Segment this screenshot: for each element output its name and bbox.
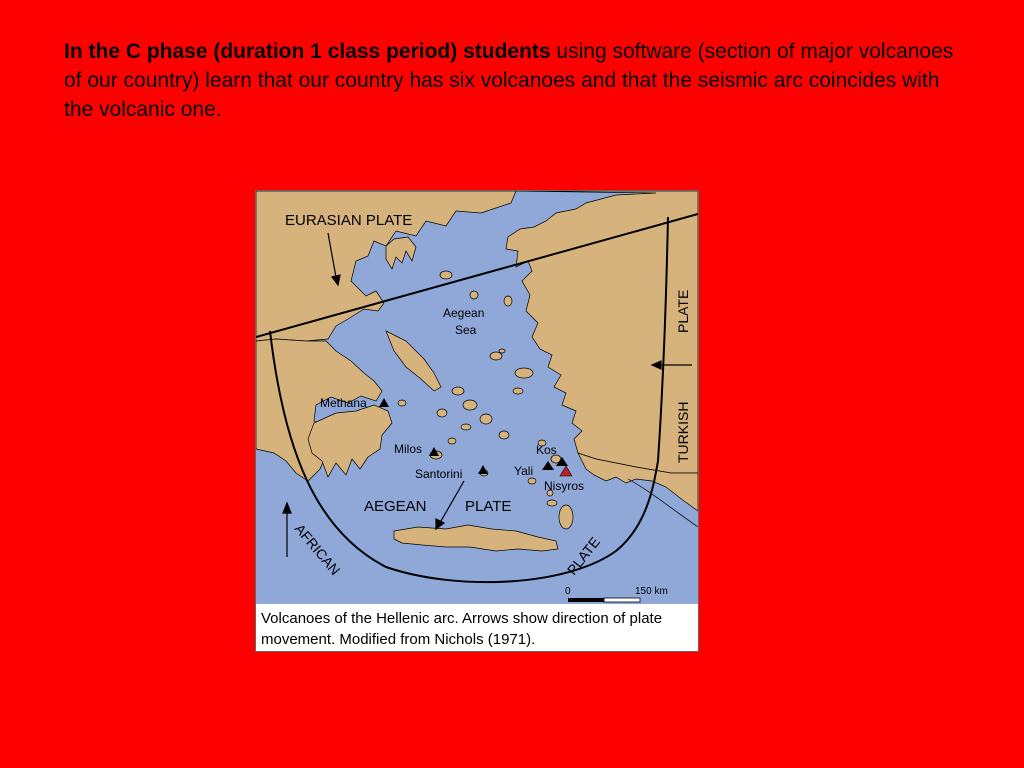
hellenic-arc-map [256,191,698,604]
label-aegean: AEGEAN [364,498,427,515]
label-african: AFRICAN [291,520,344,579]
label-african-plate: PLATE [563,533,604,578]
label-methana: Methana [320,396,367,410]
label-nisyros: Nisyros [544,479,585,493]
label-eurasian-plate: EURASIAN PLATE [285,212,413,229]
intro-bold-text: In the C phase (duration 1 class period) students [64,40,551,63]
map-figure [255,190,699,652]
scale-bar-right [604,598,640,602]
label-milos: Milos [394,442,423,456]
scale-bar-left [568,598,604,602]
label-aegean-sea-1: Aegean [443,306,485,320]
label-turkish: TURKISH [675,401,691,463]
intro-paragraph [64,37,964,124]
label-kos: Kos [536,443,557,457]
scale-zero-label: 0 [565,586,571,597]
map-caption: Volcanoes of the Hellenic arc. Arrows show direction of plate movement. Modified from Nichols (1971). [261,610,663,648]
label-aegean-plate: PLATE [465,498,512,515]
scale-km-label: 150 km [635,586,668,597]
label-turkish-plate: PLATE [675,289,691,333]
intro-text: using software (section of major volcanoes of our country) learn that our country has six volcanoes and that the seismic arc coincides with the volcanic one. [64,40,954,121]
label-aegean-sea-2: Sea [455,323,477,337]
label-santorini: Santorini [415,467,463,481]
label-yali: Yali [514,464,534,478]
